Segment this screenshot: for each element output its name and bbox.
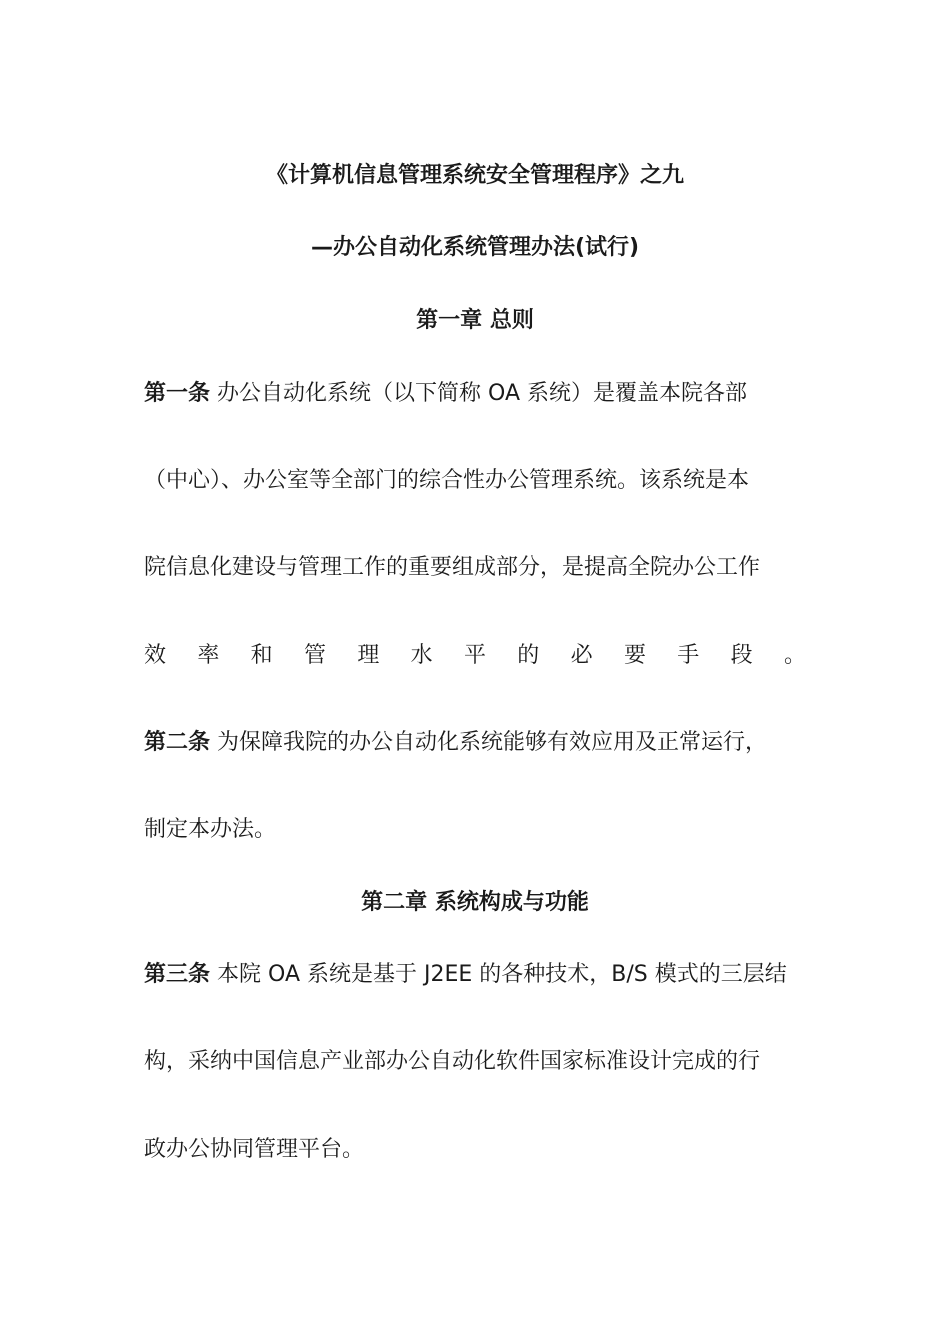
article-2-line-1 xyxy=(144,728,806,758)
chapter-1-heading: 第一章 总则 xyxy=(416,308,534,333)
article-1-line-4-char: 平 xyxy=(463,643,486,668)
article-1-line-4-char: 和 xyxy=(250,643,273,668)
article-1-label: 第一条 xyxy=(144,381,211,406)
article-2-text-1: 为保障我院的办公自动化系统能够有效应用及正常运行， xyxy=(217,730,768,755)
article-2-line-2: 制定本办法。 xyxy=(144,817,277,842)
article-1-line-4-char: 手 xyxy=(677,643,700,668)
article-1-line-4-char: 率 xyxy=(197,643,220,668)
article-1-line-4-char: 效 xyxy=(144,643,167,668)
article-1-line-4-char: 必 xyxy=(570,643,593,668)
article-3-line-1 xyxy=(144,960,806,990)
article-1-line-4-char: 段 xyxy=(730,643,753,668)
document-subtitle: —办公自动化系统管理办法(试行) xyxy=(310,235,640,260)
article-2-label: 第二条 xyxy=(144,730,211,755)
article-3-line-2: 构，采纳中国信息产业部办公自动化软件国家标准设计完成的行 xyxy=(144,1049,761,1074)
article-3-text-1: 本院 OA 系统是基于 J2EE 的各种技术，B/S 模式的三层结 xyxy=(217,962,787,987)
article-1-line-1 xyxy=(144,379,806,409)
article-1-line-4-char: 理 xyxy=(357,643,380,668)
chapter-2-heading: 第二章 系统构成与功能 xyxy=(361,890,589,915)
article-3-label: 第三条 xyxy=(144,962,211,987)
article-1-line-4-char: 水 xyxy=(410,643,433,668)
article-1-line-4-char: 。 xyxy=(783,643,806,668)
document-title: 《计算机信息管理系统安全管理程序》之九 xyxy=(265,163,684,188)
article-3-line-3: 政办公协同管理平台。 xyxy=(144,1137,365,1162)
article-1-line-4-char: 要 xyxy=(623,643,646,668)
article-1-line-4-char: 管 xyxy=(303,643,326,668)
article-1-line-4-char: 的 xyxy=(517,643,540,668)
article-1-line-3: 院信息化建设与管理工作的重要组成部分，是提高全院办公工作 xyxy=(144,555,761,580)
article-1-line-4 xyxy=(144,641,806,671)
article-1-line-2: （中心）、办公室等全部门的综合性办公管理系统。该系统是本 xyxy=(144,468,750,493)
article-1-text-1: 办公自动化系统（以下简称 OA 系统）是覆盖本院各部 xyxy=(217,381,747,406)
